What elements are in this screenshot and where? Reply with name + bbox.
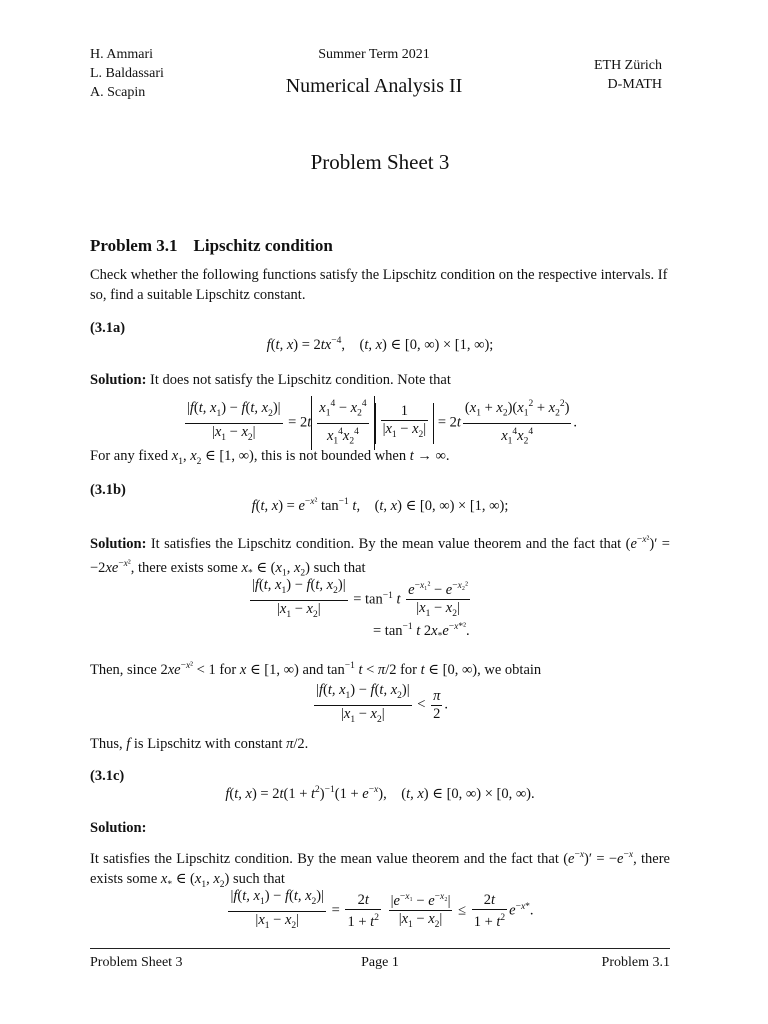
solution-label: Solution: [90,535,147,552]
such-that-text: such that [232,870,285,887]
sheet-title: Problem Sheet 3 [310,150,450,174]
then-since-text: Then, since [90,661,157,678]
author-list [90,45,164,102]
part-a-conclusion: For any fixed $x_1$, $x_2$ ∈ [1, ∞), this is not bounded when t → ∞. [90,448,450,467]
solution-a-line [90,370,451,390]
equation-c: f(t, $x) = 2t(1 + t^2)^{-1}(1 + e^{-x})$, (t, x) ∈ [0, ∞) × [0, ∞). [225,785,535,802]
term-label: Summer Term 2021 [318,47,430,62]
institution [540,56,662,94]
solution-c-label: Solution: [90,820,147,836]
institution-name: ETH Zürich [593,58,662,73]
equation-b: f(t, $x) = e^{-x^2}$ $\tan^{-1} t$, (t, x) ∈ [0, ∞) × [1, ∞); [251,497,509,514]
part-a-label: (3.1a) [90,320,126,336]
author-name: A. Scapin [90,85,146,100]
such-that-text: such that [313,559,366,576]
equation-b-solution-2: = $\tan^{-1} t$ $2x_*e^{-x*^2}$. [373,622,470,642]
problem-intro: Check whether the following functions satisfy the Lipschitz condition on the respective intervals. If so, find a suitable Lipschitz constant. [90,267,668,303]
problem-number: Problem 3.1 [90,236,178,255]
thus-text: Thus, [90,736,123,752]
part-c-label: (3.1c) [90,768,125,784]
part-b-conclusion: Thus, f is Lipschitz with constant π/2. [90,736,309,752]
solution-b-text: Solution: It satisfies the Lipschitz condition. By the mean value theorem and the fact that $(e^{-x^2})' = -2xe^{-x^2}$, there exists some $x_*$ ∈ ($x_1$, $x_2$) such that [90,535,670,579]
solution-label: Solution: [90,372,147,388]
solution-text: It satisfies the Lipschitz condition. By the mean value theorem and the fact that [90,850,559,867]
course-title: Numerical Analysis II [285,75,463,97]
equation-b-bound: $\frac{|f(t, x_1) - f(t, x_2)|}{|x_1 - x_2|}$ < $\frac{\pi}{2}$ . [316,682,448,725]
then-since-line: Then, since $2xe^{-x^2} < 1$ for x ∈ [1, ∞) and $\tan^{-1} t < \pi/2$ for t ∈ [0, ∞), we obtain [90,661,542,678]
solution-text: It does not satisfy the Lipschitz condition. Note that [146,372,451,388]
problem-heading [90,236,333,256]
equation-b-solution-1: $\frac{|f(t, x_1) - f(t, x_2)|}{|x_1 - x_2|}$ = $\tan^{-1} t$ $\frac{e^{-x_1^2} - e^{-x_2^2}}{|x_1 - x_2|}$ [252,577,468,620]
for-text: for [219,661,237,678]
equation-a: f(t, $x) = 2tx^{-4}$, (t, x) ∈ [0, ∞) × [1, ∞); [266,336,494,353]
problem-title: Lipschitz condition [193,236,333,255]
equation-a-solution: $\frac{|f(t, x_1) - f(t, x_2)|}{|x_1 - x_2|}$ = 2t $\frac{x_1^4 - x_2^4}{x_1^4x_2^4}$ $\frac{1}{|x_1 - x_2|}$ = 2t $\frac{(x_1 + x_2)(x_1^2 + x_2^2)}{x_1^4x_2^4}$ . [90,396,670,450]
part-b-label: (3.1b) [90,482,126,498]
solution-c-text: It satisfies the Lipschitz condition. By the mean value theorem and the fact that $(e^{-x})' = -e^{-x}$, there exists some $x_*$ ∈ ($x_1$, $x_2$) such that [90,850,670,890]
footer-page: Page 1 [361,955,399,970]
and-text: and [302,661,324,678]
equation-c-solution: $\frac{|f(t, x_1) - f(t, x_2)|}{|x_1 - x_2|}$ = $\frac{2t}{1 + t^2}$ $\frac{|e^{-x_1} - e^{-x_2}|}{|x_1 - x_2|}$ ≤ $\frac{2t}{1 + t^2}$ $e^{-x*}$. [230,888,534,931]
there-exists-text: there exists some [90,850,670,887]
department-name: D-MATH [607,77,662,92]
we-obtain-text: , we obtain [477,661,542,678]
there-exists-text: , there exists some [130,559,238,576]
footer-right: Problem 3.1 [601,955,670,970]
footer-left: Problem Sheet 3 [90,955,183,970]
footer-rule [90,948,670,949]
solution-text: It satisfies the Lipschitz condition. By the mean value theorem and the fact that [146,535,622,552]
conclusion-text: this is not bounded when [261,448,407,464]
lipschitz-text: is Lipschitz with constant [133,736,283,752]
author-name: L. Baldassari [90,66,164,81]
author-name: H. Ammari [90,47,153,62]
